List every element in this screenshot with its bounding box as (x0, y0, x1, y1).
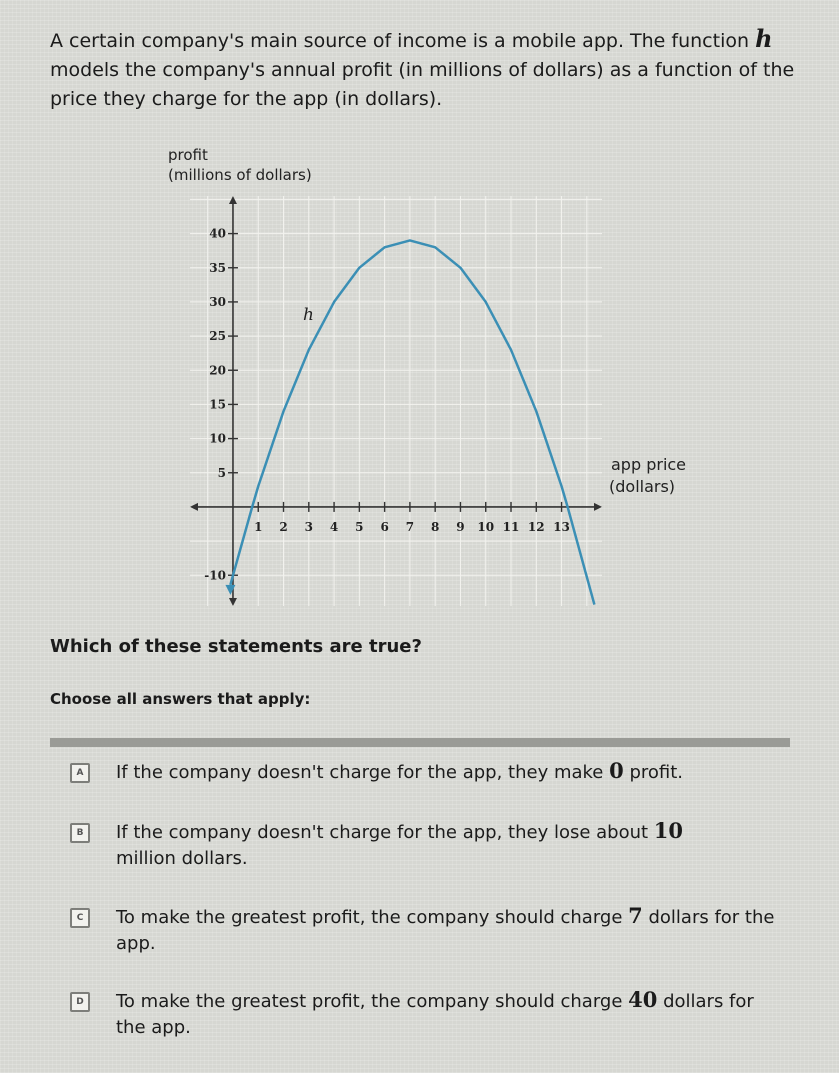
choice-d-letter[interactable]: D (70, 992, 90, 1012)
x-axis-arrow-right (594, 503, 602, 511)
curve-label: h (303, 305, 314, 325)
x-tick-label: 8 (430, 519, 440, 534)
profit-chart (150, 138, 710, 618)
x-tick-label: 2 (279, 519, 288, 534)
y-axis-label-line1: profit (168, 146, 208, 164)
choice-c-text (116, 903, 786, 957)
choice-a-text-1: If the company doesn't charge for the app, they make (116, 762, 610, 783)
series-arrow-start (225, 585, 235, 595)
choice-d[interactable] (70, 987, 790, 1041)
instruction-text: Choose all answers that apply: (50, 690, 311, 708)
y-tick-label: 35 (209, 260, 226, 275)
divider (50, 738, 790, 747)
choice-b[interactable] (70, 818, 790, 872)
choice-b-number: 10 (653, 818, 684, 843)
y-tick-label: 5 (217, 465, 226, 480)
choice-b-text-1: If the company doesn't charge for the app, they lose about (116, 822, 654, 843)
choice-d-text-1: To make the greatest profit, the company should charge (116, 991, 629, 1012)
question-text-after: models the company's annual profit (in millions of dollars) as a function of the price they charge for the app (in dollars). (50, 59, 795, 110)
x-tick-label: 7 (405, 519, 415, 534)
prompt-text: Which of these statements are true? (50, 636, 422, 657)
choice-b-letter[interactable]: B (70, 823, 90, 843)
series-line-0 (230, 240, 594, 604)
question-text-before: A certain company's main source of income is a mobile app. The function (50, 30, 756, 52)
x-tick-label: 6 (380, 519, 389, 534)
x-tick-label: 10 (477, 519, 495, 534)
function-name: h (755, 24, 773, 53)
y-tick-label: 10 (209, 431, 226, 446)
y-axis-arrow-up (229, 196, 237, 204)
choice-c-letter[interactable]: C (70, 908, 90, 928)
x-tick-label: 13 (553, 519, 570, 534)
x-tick-label: 11 (502, 519, 520, 534)
choice-a[interactable] (70, 758, 790, 786)
y-tick-label: 40 (209, 226, 226, 241)
choice-a-number: 0 (609, 758, 624, 783)
y-tick-label: 25 (209, 329, 226, 344)
x-tick-label: 12 (527, 519, 545, 534)
y-tick-label: -10 (204, 568, 226, 583)
x-tick-label: 3 (304, 519, 313, 534)
x-tick-label: 4 (329, 519, 339, 534)
y-axis-label-line2: (millions of dollars) (168, 166, 312, 184)
choice-d-number: 40 (628, 987, 658, 1012)
x-tick-label: 1 (254, 519, 263, 534)
x-tick-label: 5 (355, 519, 364, 534)
choice-b-text-2: million dollars. (116, 848, 248, 869)
question-text (50, 24, 810, 114)
y-axis-arrow-down (229, 598, 237, 606)
choice-d-text (116, 987, 786, 1041)
chart-axes (190, 196, 602, 606)
choice-c-text-2: dollars for the app. (116, 907, 775, 954)
choice-b-text (116, 818, 786, 872)
x-axis-label-line2: (dollars) (609, 477, 676, 496)
choice-c-number: 7 (628, 903, 643, 928)
x-axis-arrow-left (190, 503, 198, 511)
x-tick-label: 9 (456, 519, 465, 534)
choice-c[interactable] (70, 903, 790, 957)
choice-a-text (116, 758, 786, 786)
y-tick-label: 30 (209, 294, 226, 309)
choice-a-text-2: profit. (623, 762, 684, 783)
choice-a-letter[interactable]: A (70, 763, 90, 783)
choice-c-text-1: To make the greatest profit, the company should charge (116, 907, 629, 928)
y-tick-label: 20 (209, 363, 226, 378)
choice-d-text-2: dollars for the app. (116, 991, 754, 1038)
x-axis-label-line1: app price (611, 455, 687, 474)
y-tick-label: 15 (209, 397, 226, 412)
chart-grid (190, 196, 602, 606)
